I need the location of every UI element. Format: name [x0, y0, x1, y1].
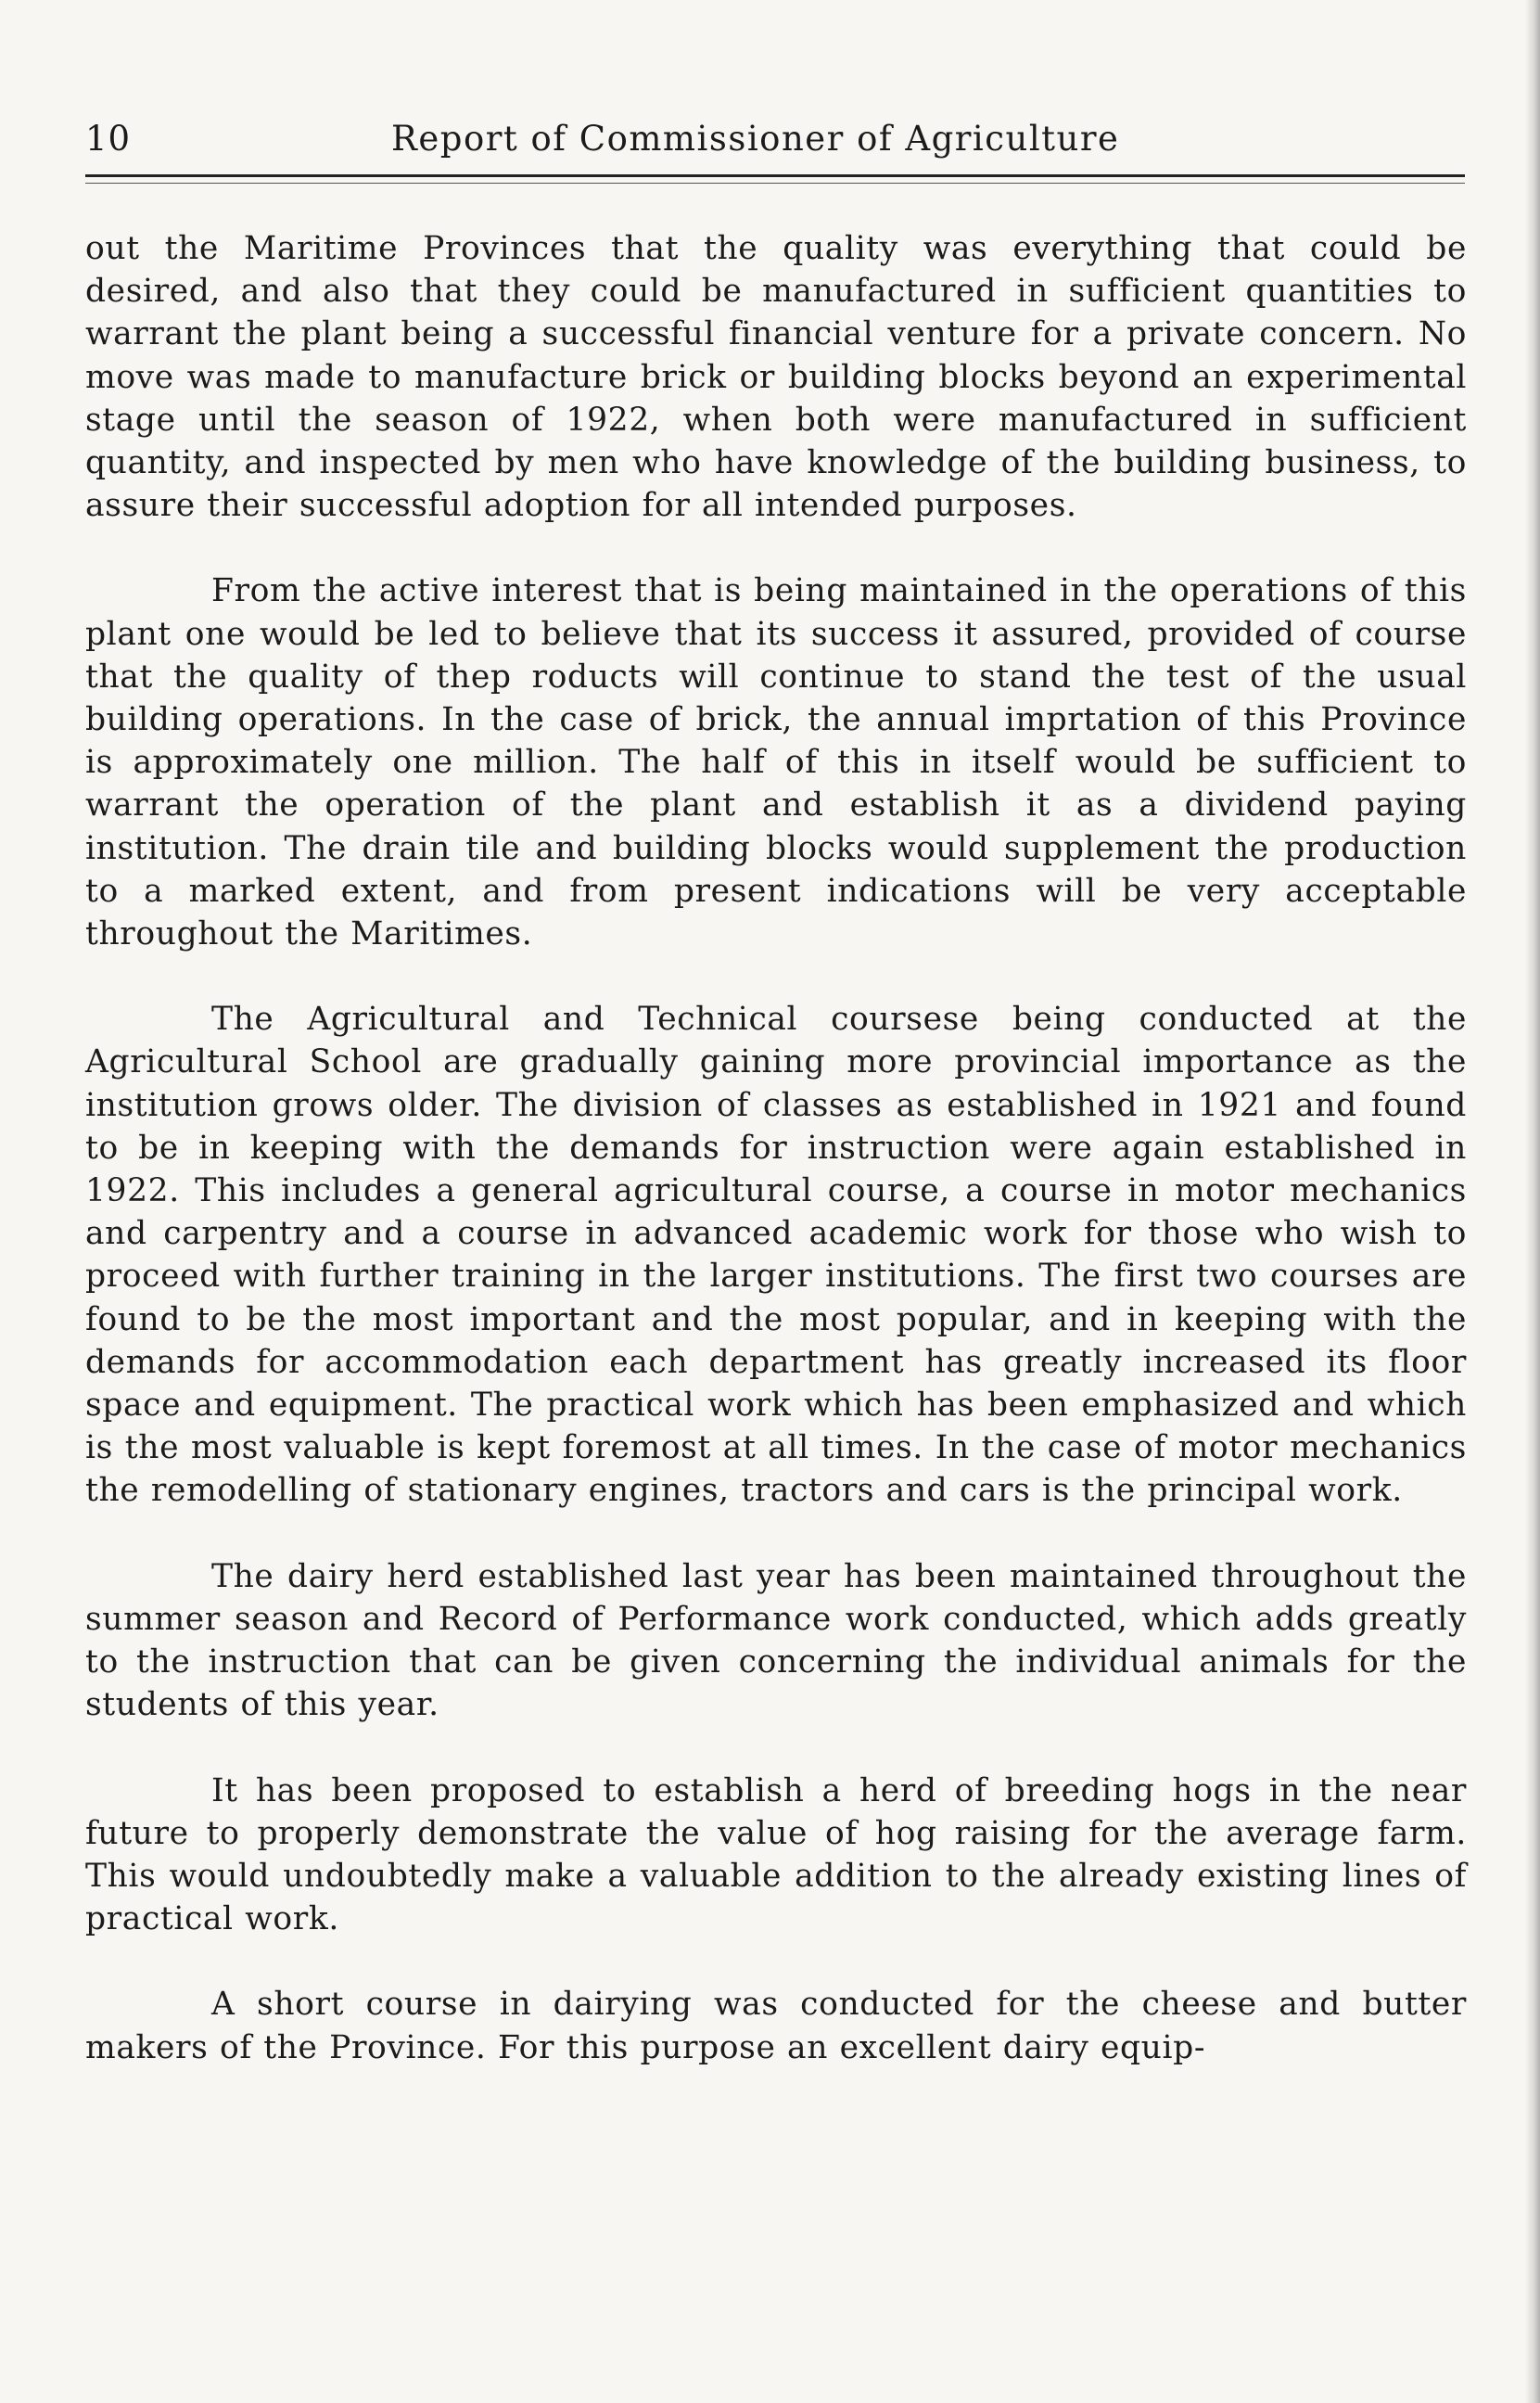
paragraph: A short course in dairying was conducted for the cheese and butter makers of the Province. For this purpose an excellent dairy equip-: [85, 1986, 1467, 2066]
running-title: Report of Commissioner of Agriculture: [391, 119, 1120, 159]
header-rule: [85, 174, 1465, 177]
body-text: [85, 227, 1467, 2112]
header-rule-thin: [85, 183, 1465, 184]
paragraph: From the active interest that is being maintained in the operations of this plant one would be led to believe that its success it assured, provided of course that the quality of thep roducts will continue to stand the test of the usual building operations. In the case of brick, the annual imprtation of this Province is approximately one million. The half of this in itself would be sufficient to warrant the operation of the plant and establish it as a dividend paying institution. The drain tile and building blocks would supplement the production to a marked extent, and from present indications will be very acceptable throughout the Maritimes.: [85, 572, 1467, 953]
page-edge-shadow: [1525, 0, 1540, 2403]
page-header: [85, 111, 1465, 167]
paragraph: It has been proposed to establish a herd of breeding hogs in the near future to properly demonstrate the value of hog raising for the average farm. This would undoubtedly make a valuable addition to the already existing lines of practical work.: [85, 1771, 1467, 1938]
paragraph: The Agricultural and Technical coursese being conducted at the Agricultural School are gradually gaining more provincial importance as the institution grows older. The division of classes as established in 1921 and found to be in keeping with the demands for instruction were again established in 1922. This includes a general agricultural course, a course in motor mechanics and carpentry and a course in advanced academic work for those who wish to proceed with further training in the larger institutions. The first two courses are found to be the most important and the most popular, and in keeping with the demands for accommodation each department has greatly increased its floor space and equipment. The practical work which has been emphasized and which is the most valuable is kept foremost at all times. In the case of motor mechanics the remodelling of stationary engines, tractors and cars is the principal work.: [85, 1001, 1467, 1510]
paragraph: The dairy herd established last year has been maintained throughout the summer season and Record of Performance work conducted, which adds greatly to the instruction that can be given concerning the individual animals for the students of this year.: [85, 1557, 1467, 1724]
page-number: 10: [85, 119, 132, 159]
paragraph-continuation: out the Maritime Provinces that the quality was everything that could be desired, and also that they could be manufactured in sufficient quantities to warrant the plant being a successful financial venture for a private concern. No move was made to manufacture brick or building blocks beyond an experimental stage until the season of 1922, when both were manufactured in sufficient quantity, and inspected by men who have knowledge of the building business, to assure their successful adoption for all intended purposes.: [85, 230, 1467, 525]
